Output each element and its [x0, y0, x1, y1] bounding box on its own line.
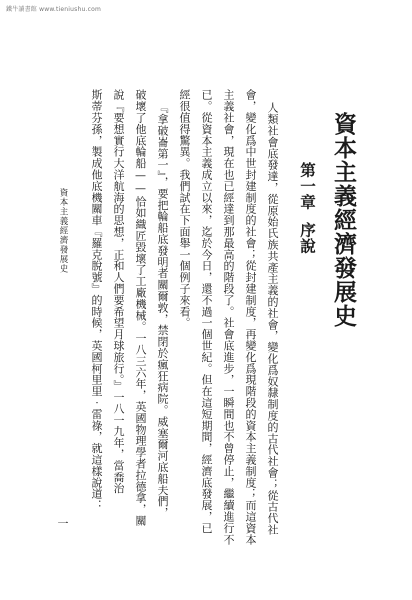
body-line: 說『要想實行大洋航海的思想，正和人們要希望月球旅行。』一八一九年，當喬治 — [112, 89, 125, 494]
body-line: 已。從資本主義成立以來，迄於今日，還不過一個世紀。但在這短期間，經濟底發展，已 — [200, 89, 213, 534]
body-line: 主義社會，現在也已經達到那最高的階段了。社會底進步，一瞬間也不曾停止，繼續進行不 — [222, 89, 235, 545]
body-line: 斯蒂芬孫，製成他底機關車『羅克脫號』的時候，英國柯里里‧雷祿，就這樣說道： — [90, 89, 103, 511]
watermark-text: 鐵牛讀書館 www.tieniushu.com — [6, 6, 102, 13]
body-line: 破壞了他底輪船——恰如織匠毀壞了工廠機械。一八三六年，英國物理學者拉德拿，關 — [134, 89, 147, 527]
body-line: 『拿破崙第一』，要把輪船底發明者關爾敦，禁閉於瘋狂病院。威塞爾河底船夫們， — [156, 102, 169, 519]
running-title: 資本主義經濟發展史 — [58, 188, 68, 274]
body-line: 會，變化爲中世封建制度的社會；從封建制度，再變化爲現階段的資本主義制度；而這資本 — [244, 89, 257, 545]
body-line: 經很值得驚異。我們試在下面舉一個例子來看。 — [178, 89, 191, 329]
body-line: 人類社會底發達，從原始氏族共產主義的社會，變化爲奴隸制度的古代社會；從古代社 — [266, 102, 279, 536]
page-number: 一 — [57, 517, 69, 530]
chapter-title: 序說 — [298, 222, 317, 254]
chapter-number: 第一章 — [298, 162, 317, 210]
book-title: 資本主義經濟發展史 — [330, 112, 357, 328]
chapter-heading — [298, 162, 318, 362]
